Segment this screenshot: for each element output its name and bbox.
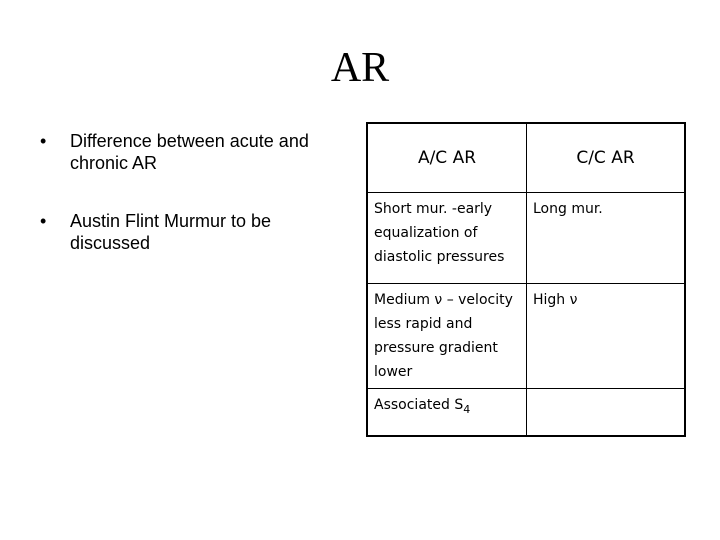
table-cell	[527, 389, 686, 437]
table-cell: Long mur.	[527, 193, 686, 284]
bullet-dot-icon: •	[40, 211, 47, 231]
table-cell: Medium ν – velocity less rapid and pressure gradient lower	[367, 284, 527, 389]
bullet-item	[40, 130, 340, 174]
table-row	[367, 389, 685, 437]
associated-text: Associated S	[374, 397, 464, 413]
table-row	[367, 193, 685, 284]
comparison-table	[366, 122, 686, 437]
header-acute: A/C AR	[367, 123, 527, 193]
header-chronic: C/C AR	[527, 123, 686, 193]
bullet-dot-icon: •	[40, 131, 47, 151]
bullet-item	[40, 210, 340, 254]
table-row	[367, 284, 685, 389]
bullet-text: Difference between acute and chronic AR	[70, 131, 309, 173]
bullet-text: Austin Flint Murmur to be discussed	[70, 211, 272, 253]
bullet-list	[40, 130, 340, 290]
table-header-row	[367, 123, 685, 193]
slide-title: AR	[330, 45, 390, 91]
table-cell: Short mur. -early equalization of diastolic pressures	[367, 193, 527, 284]
table-cell-associated	[367, 389, 527, 437]
table-cell: High ν	[527, 284, 686, 389]
associated-subscript: 4	[463, 402, 471, 416]
